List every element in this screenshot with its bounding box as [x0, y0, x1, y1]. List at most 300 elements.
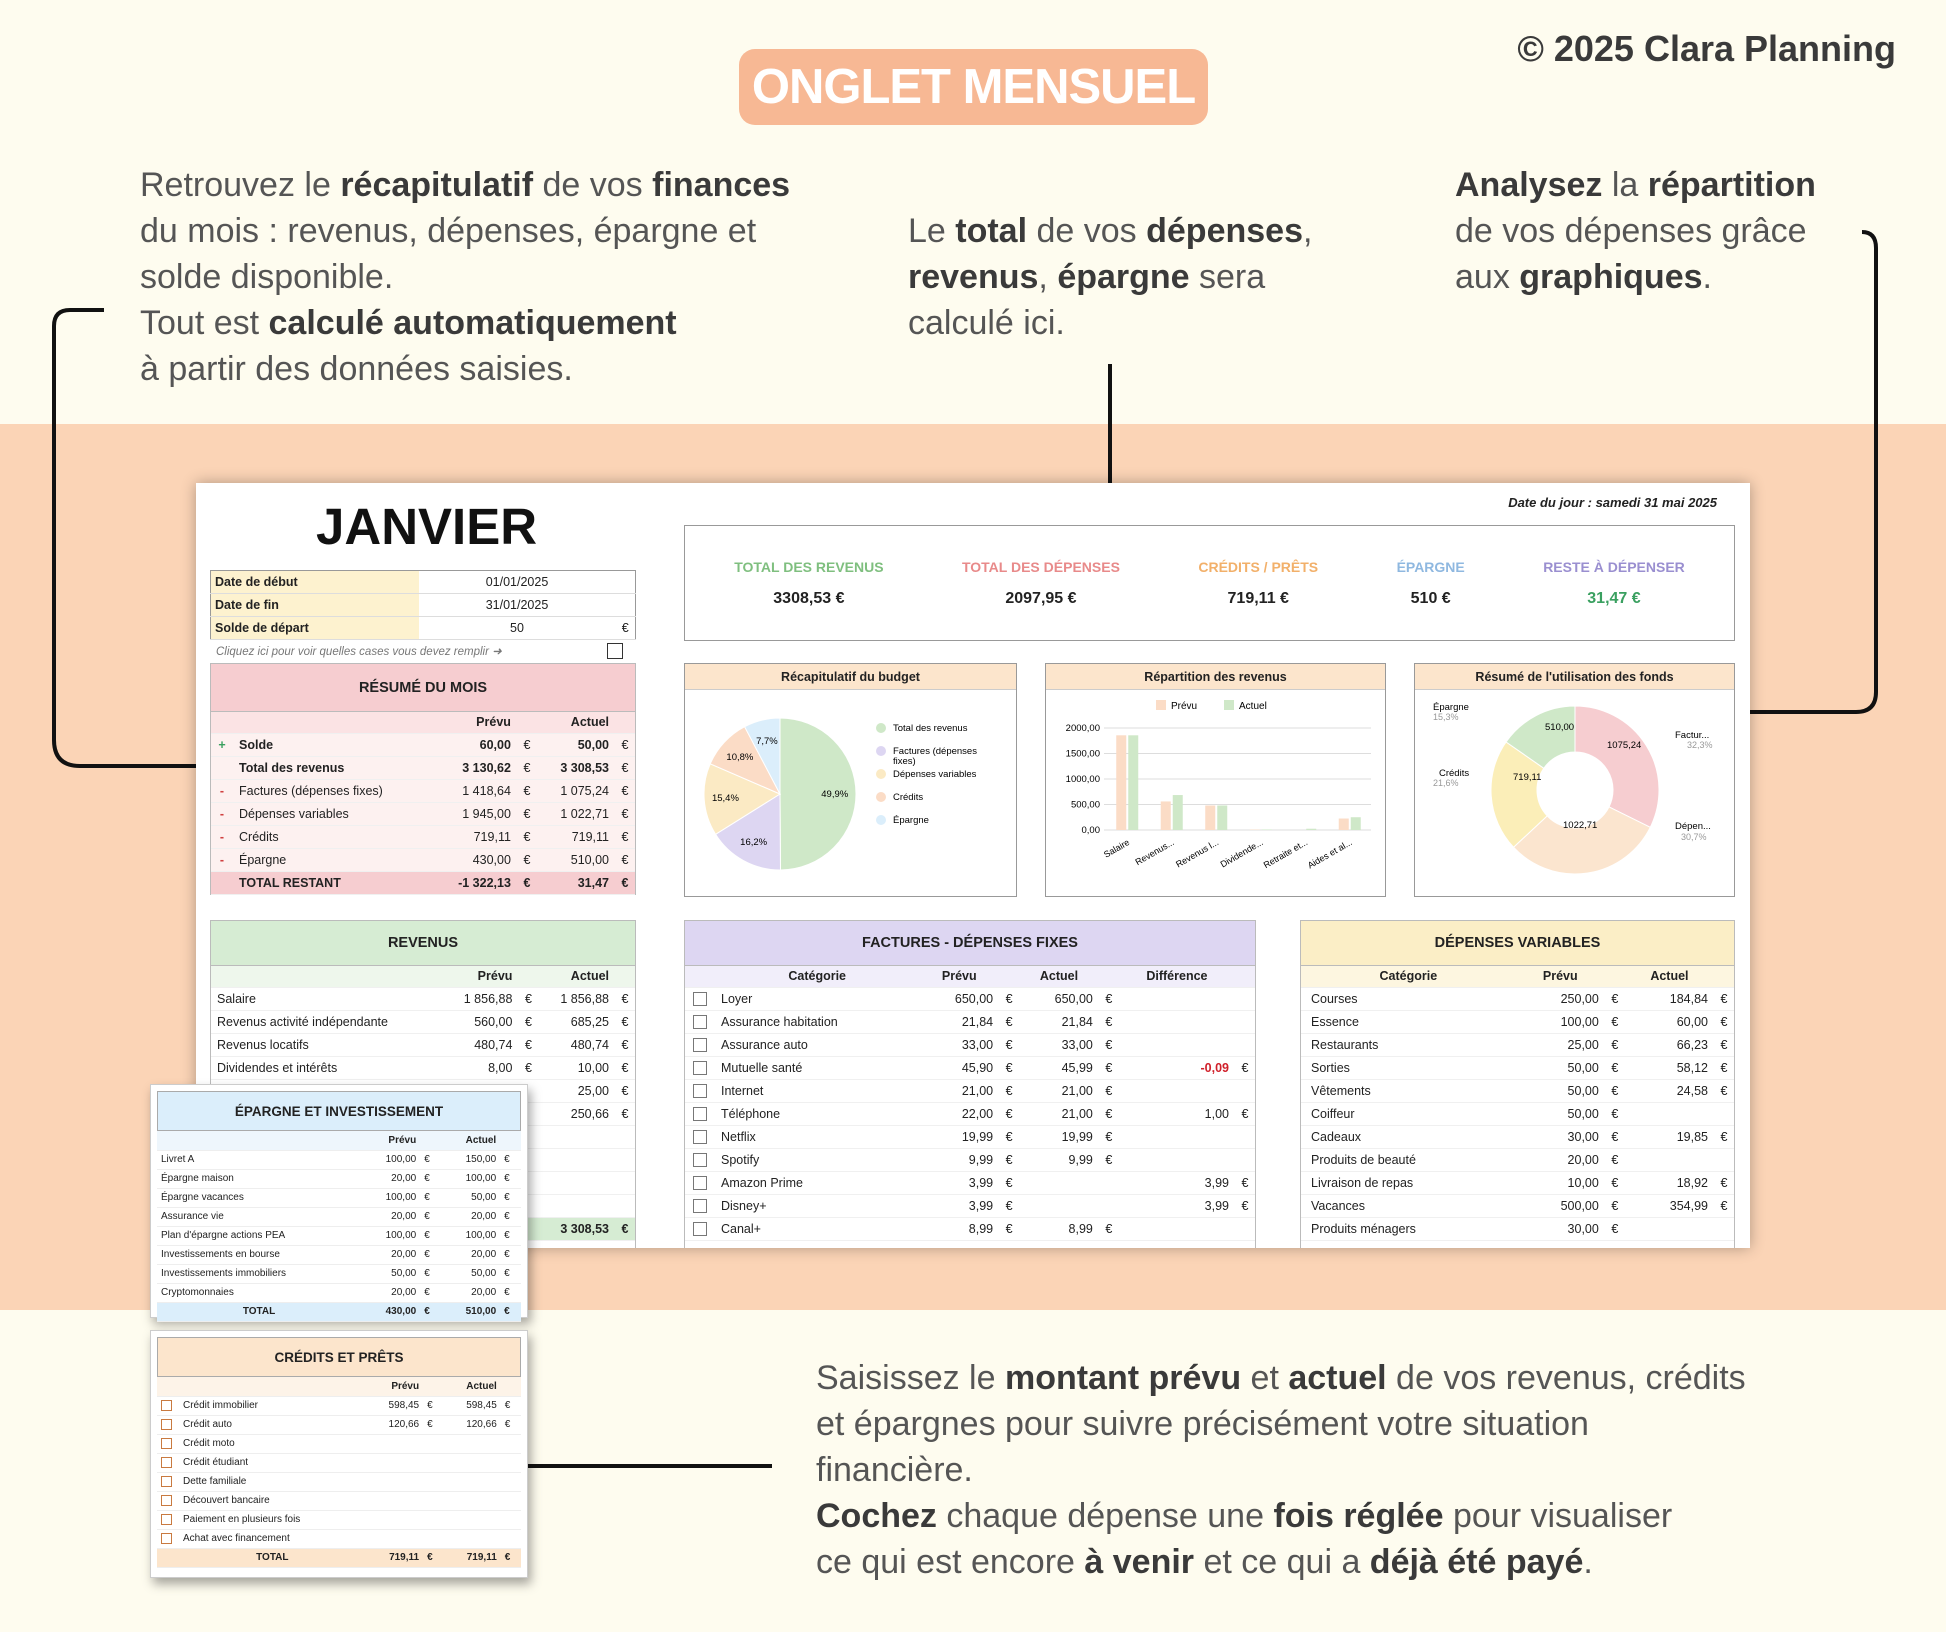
variables-row: [1301, 1033, 1734, 1056]
credits-actuel: [443, 1472, 500, 1491]
y-tick-label: 0,00: [1081, 825, 1100, 836]
paid-checkbox[interactable]: [161, 1400, 172, 1411]
chart-revenus-title: Répartition des revenus: [1046, 664, 1385, 690]
resume-header-sign: [211, 712, 233, 733]
factures-label: Assurance habitation: [715, 1010, 919, 1033]
total-value: 719,11 €: [1227, 589, 1289, 607]
explanation-left-line: [140, 300, 840, 346]
factures-eur: €: [1235, 1056, 1255, 1079]
explanation-bottom: [816, 1355, 1816, 1585]
credits-total-prevu: 719,11: [366, 1548, 423, 1567]
factures-eur: €: [999, 987, 1019, 1010]
resume-eur: €: [615, 848, 635, 871]
epargne-eur: €: [420, 1150, 441, 1169]
legend-label: fixes): [893, 756, 916, 767]
resume-prevu: 430,00: [434, 848, 517, 871]
bar-actuel: [1306, 829, 1316, 830]
factures-eur: [1235, 1033, 1255, 1056]
variables-eur: [1714, 1102, 1734, 1125]
epargne-row: [157, 1207, 521, 1226]
factures-title: FACTURES - DÉPENSES FIXES: [685, 921, 1255, 966]
total-label: CRÉDITS / PRÊTS: [1198, 558, 1319, 575]
variables-actuel: 60,00: [1625, 1010, 1714, 1033]
epargne-prevu: 20,00: [361, 1283, 420, 1302]
paid-checkbox[interactable]: [693, 1084, 707, 1098]
paid-checkbox[interactable]: [693, 1107, 707, 1121]
variables-eur: €: [1714, 1171, 1734, 1194]
resume-label: Factures (dépenses fixes): [233, 779, 434, 802]
factures-table: [685, 966, 1255, 1241]
revenus-eur: €: [615, 987, 635, 1010]
factures-checkbox-cell: [685, 1056, 715, 1079]
variables-eur: €: [1605, 1010, 1625, 1033]
y-tick-label: 1000,00: [1065, 774, 1100, 785]
epargne-header-prevu: Prévu: [361, 1131, 420, 1150]
epargne-prevu: 100,00: [361, 1150, 420, 1169]
chart-budget-title: Récapitulatif du budget: [685, 664, 1016, 690]
factures-prevu: 22,00: [919, 1102, 999, 1125]
factures-eur: €: [999, 1056, 1019, 1079]
y-tick-label: 500,00: [1070, 799, 1100, 811]
explanation-left-bold-text: récapitulatif: [340, 166, 534, 204]
revenus-eur: €: [615, 1102, 635, 1125]
resume-row: [211, 756, 635, 779]
variables-actuel: 18,92: [1625, 1171, 1714, 1194]
explanation-bottom-text: et: [1241, 1359, 1289, 1397]
credits-actuel: [443, 1434, 500, 1453]
credits-eur: [423, 1529, 443, 1548]
variables-eur: €: [1714, 1125, 1734, 1148]
epargne-header-eur: [420, 1131, 441, 1150]
factures-row: [685, 987, 1255, 1010]
x-tick-label: Retraite et...: [1261, 837, 1310, 871]
resume-eur: €: [615, 825, 635, 848]
paid-checkbox[interactable]: [693, 1222, 707, 1236]
factures-eur: €: [1099, 1033, 1119, 1056]
paid-checkbox[interactable]: [161, 1495, 172, 1506]
explanation-left-text: Tout est: [140, 304, 269, 342]
variables-row: [1301, 1079, 1734, 1102]
chart-revenus: [1045, 663, 1386, 897]
factures-checkbox-cell: [685, 1148, 715, 1171]
revenus-empty-cell: [538, 1148, 615, 1171]
revenus-header-row: [211, 966, 635, 987]
factures-header-actuel: Actuel: [1019, 966, 1099, 987]
resume-header-label: [233, 712, 434, 733]
explanation-right-bold-text: Analysez: [1455, 166, 1603, 204]
factures-label: Téléphone: [715, 1102, 919, 1125]
factures-eur: €: [1099, 1217, 1119, 1240]
factures-label: Mutuelle santé: [715, 1056, 919, 1079]
revenus-eur: €: [615, 1056, 635, 1079]
factures-actuel: 8,99: [1019, 1217, 1099, 1240]
variables-prevu: 30,00: [1516, 1217, 1605, 1240]
paid-checkbox[interactable]: [693, 1176, 707, 1190]
credits-label: Crédit auto: [179, 1415, 366, 1434]
explanation-middle-text: calculé ici.: [908, 304, 1065, 342]
paid-checkbox[interactable]: [693, 1153, 707, 1167]
epargne-actuel: 20,00: [441, 1245, 500, 1264]
credits-total-row: [157, 1548, 521, 1567]
credits-header-label: [179, 1377, 366, 1396]
epargne-total-label: TOTAL: [157, 1302, 361, 1321]
explanation-left-line: [140, 162, 840, 208]
explanation-middle-line: [908, 254, 1368, 300]
revenus-eur: €: [518, 1033, 538, 1056]
variables-label: Coiffeur: [1301, 1102, 1516, 1125]
explanation-left-text: à partir des données saisies.: [140, 350, 573, 388]
resume-header-prevu: Prévu: [434, 712, 517, 733]
resume-actuel: 1 022,71: [537, 802, 615, 825]
epargne-row: [157, 1226, 521, 1245]
resume-label: Solde: [233, 733, 434, 756]
revenus-actuel: 25,00: [538, 1079, 615, 1102]
bar-actuel: [1217, 805, 1227, 830]
total-label: TOTAL DES REVENUS: [734, 558, 884, 575]
variables-eur: €: [1605, 1217, 1625, 1240]
credits-label: Crédit étudiant: [179, 1453, 366, 1472]
explanation-right-bold-text: graphiques: [1519, 258, 1703, 296]
factures-eur: €: [1099, 1079, 1119, 1102]
factures-eur: €: [1099, 1148, 1119, 1171]
x-tick-label: Revenus l...: [1174, 837, 1221, 870]
paid-checkbox[interactable]: [161, 1514, 172, 1525]
bar-actuel: [1173, 795, 1183, 830]
legend-label: Prévu: [1171, 701, 1198, 712]
donut-value-label: 1075,24: [1607, 740, 1642, 751]
revenus-row: [211, 1056, 635, 1079]
revenus-empty-cell: [615, 1125, 635, 1148]
variables-actuel: [1625, 1217, 1714, 1240]
total-value: 3308,53 €: [773, 589, 845, 607]
paid-checkbox[interactable]: [161, 1533, 172, 1544]
factures-row: [685, 1171, 1255, 1194]
credits-eur: €: [501, 1415, 521, 1434]
chart-fonds: [1414, 663, 1735, 897]
epargne-header-eur: [500, 1131, 521, 1150]
resume-prevu: 3 130,62: [434, 756, 517, 779]
resume-eur: €: [615, 733, 635, 756]
explanation-bottom-bold-text: fois réglée: [1273, 1497, 1444, 1535]
epargne-eur: €: [500, 1150, 521, 1169]
variables-row: [1301, 1217, 1734, 1240]
credits-row: [157, 1472, 521, 1491]
donut-name-label: Épargne: [1433, 702, 1469, 713]
revenus-empty-cell: [615, 1171, 635, 1194]
resume-sign: -: [211, 848, 233, 871]
variables-row: [1301, 1125, 1734, 1148]
variables-prevu: 500,00: [1516, 1194, 1605, 1217]
pie-slice-label: 10,8%: [726, 751, 754, 763]
factures-row: [685, 1102, 1255, 1125]
paid-checkbox[interactable]: [693, 1038, 707, 1052]
explanation-right-line: [1455, 254, 1875, 300]
x-tick-label: Aides et al...: [1305, 837, 1354, 871]
variables-eur: €: [1605, 1056, 1625, 1079]
factures-eur: €: [1099, 1125, 1119, 1148]
epargne-header-actuel: Actuel: [441, 1131, 500, 1150]
factures-prevu: 3,99: [919, 1171, 999, 1194]
variables-label: Vêtements: [1301, 1079, 1516, 1102]
epargne-label: Investissements en bourse: [157, 1245, 361, 1264]
legend-marker: [876, 746, 886, 756]
today-date: Date du jour : samedi 31 mai 2025: [1508, 495, 1717, 510]
revenus-eur: €: [615, 1010, 635, 1033]
explanation-middle-text: de vos: [1027, 212, 1147, 250]
bar-prevu: [1205, 805, 1215, 830]
revenus-header-eur: [615, 966, 635, 987]
factures-panel: [684, 920, 1256, 1248]
revenus-actuel: 10,00: [538, 1056, 615, 1079]
factures-label: Loyer: [715, 987, 919, 1010]
factures-label: Spotify: [715, 1148, 919, 1171]
resume-sign: -: [211, 825, 233, 848]
revenus-label: Revenus activité indépendante: [211, 1010, 442, 1033]
donut-pct-label: 32,3%: [1687, 740, 1713, 750]
resume-prevu: 719,11: [434, 825, 517, 848]
donut-name-label: Factur...: [1675, 730, 1710, 741]
factures-row: [685, 1033, 1255, 1056]
resume-row: [211, 802, 635, 825]
resume-eur: €: [517, 802, 537, 825]
credits-prevu: [366, 1434, 423, 1453]
factures-header-categorie: Catégorie: [715, 966, 919, 987]
factures-label: Canal+: [715, 1217, 919, 1240]
factures-actuel: 33,00: [1019, 1033, 1099, 1056]
pie-slice-label: 16,2%: [740, 836, 768, 848]
revenus-label: Salaire: [211, 987, 442, 1010]
legend-marker: [876, 769, 886, 779]
credits-eur: [423, 1472, 443, 1491]
variables-label: Produits de beauté: [1301, 1148, 1516, 1171]
variables-eur: €: [1605, 1148, 1625, 1171]
factures-label: Internet: [715, 1079, 919, 1102]
variables-table: [1301, 966, 1734, 1241]
variables-label: Essence: [1301, 1010, 1516, 1033]
variables-label: Livraison de repas: [1301, 1171, 1516, 1194]
paid-checkbox[interactable]: [693, 1061, 707, 1075]
resume-header-row: [211, 712, 635, 733]
paid-checkbox[interactable]: [693, 1199, 707, 1213]
explanation-middle-text: ,: [1302, 212, 1313, 250]
credits-actuel: [443, 1510, 500, 1529]
y-tick-label: 1500,00: [1065, 748, 1100, 760]
fill-hint-text: Cliquez ici pour voir quelles cases vous devez remplir ➜: [216, 646, 502, 658]
factures-eur: [1099, 1171, 1119, 1194]
revenus-eur: €: [518, 1056, 538, 1079]
variables-eur: €: [1605, 987, 1625, 1010]
explanation-left-line: [140, 346, 840, 392]
credits-total-eur: €: [423, 1548, 443, 1567]
variables-actuel: 24,58: [1625, 1079, 1714, 1102]
revenus-header-prevu: Prévu: [442, 966, 519, 987]
info-row: [211, 617, 636, 640]
factures-label: Disney+: [715, 1194, 919, 1217]
resume-header-eur: [615, 712, 635, 733]
variables-eur: [1714, 1217, 1734, 1240]
variables-eur: €: [1714, 1033, 1734, 1056]
revenus-label: Dividendes et intérêts: [211, 1056, 442, 1079]
variables-label: Vacances: [1301, 1194, 1516, 1217]
credits-eur: €: [423, 1415, 443, 1434]
epargne-actuel: 20,00: [441, 1283, 500, 1302]
info-row: [211, 594, 636, 617]
total-label: RESTE À DÉPENSER: [1543, 558, 1685, 575]
factures-header-check: [685, 966, 715, 987]
epargne-label: Épargne vacances: [157, 1188, 361, 1207]
explanation-middle-line: [908, 300, 1368, 346]
explanation-left: [140, 162, 840, 392]
paid-checkbox[interactable]: [161, 1419, 172, 1430]
epargne-actuel: 50,00: [441, 1188, 500, 1207]
credits-label: Dette familiale: [179, 1472, 366, 1491]
credits-header-prevu: Prévu: [366, 1377, 423, 1396]
explanation-bottom-bold-text: montant prévu: [1004, 1359, 1242, 1397]
legend-label: Dépenses variables: [893, 769, 977, 780]
bar-prevu: [1116, 735, 1126, 830]
donut-pct-label: 15,3%: [1433, 712, 1459, 722]
explanation-bottom-bold-text: Cochez: [816, 1497, 937, 1535]
credits-eur: €: [501, 1396, 521, 1415]
epargne-header-label: [157, 1131, 361, 1150]
credits-actuel: [443, 1529, 500, 1548]
paid-checkbox[interactable]: [693, 1015, 707, 1029]
legend-marker: [876, 792, 886, 802]
paid-checkbox[interactable]: [693, 1130, 707, 1144]
factures-prevu: 9,99: [919, 1148, 999, 1171]
resume-total-eur: €: [517, 871, 537, 894]
resume-actuel: 719,11: [537, 825, 615, 848]
explanation-left-text: de vos: [533, 166, 653, 204]
revenus-row: [211, 1010, 635, 1033]
epargne-eur: €: [420, 1188, 441, 1207]
epargne-eur: €: [500, 1264, 521, 1283]
epargne-eur: €: [420, 1264, 441, 1283]
resume-label: Total des revenus: [233, 756, 434, 779]
revenus-total-actuel: 3 308,53: [538, 1217, 615, 1240]
epargne-eur: €: [420, 1245, 441, 1264]
variables-eur: €: [1714, 1010, 1734, 1033]
epargne-total-eur: €: [500, 1302, 521, 1321]
revenus-prevu: 8,00: [442, 1056, 519, 1079]
factures-checkbox-cell: [685, 1079, 715, 1102]
credits-row: [157, 1510, 521, 1529]
factures-actuel: 21,00: [1019, 1079, 1099, 1102]
epargne-total-actuel: 510,00: [441, 1302, 500, 1321]
epargne-row: [157, 1283, 521, 1302]
paid-checkbox[interactable]: [693, 992, 707, 1006]
info-label: Solde de départ: [211, 617, 419, 640]
epargne-prevu: 20,00: [361, 1169, 420, 1188]
explanation-left-line: [140, 254, 840, 300]
credits-eur: [423, 1453, 443, 1472]
resume-sign: [211, 756, 233, 779]
factures-row: [685, 1079, 1255, 1102]
factures-eur: €: [999, 1194, 1019, 1217]
epargne-total-row: [157, 1302, 521, 1321]
credits-row: [157, 1396, 521, 1415]
credits-overlay: [150, 1330, 528, 1578]
period-info-table: [210, 570, 636, 640]
factures-difference: -0,09: [1119, 1056, 1235, 1079]
epargne-label: Investissements immobiliers: [157, 1264, 361, 1283]
legend-marker: [876, 723, 886, 733]
factures-eur: €: [1235, 1194, 1255, 1217]
resume-sign: -: [211, 802, 233, 825]
paid-checkbox[interactable]: [161, 1476, 172, 1487]
resume-header-eur: [517, 712, 537, 733]
bar-prevu: [1161, 801, 1171, 830]
credits-eur: [423, 1434, 443, 1453]
epargne-total-eur: €: [420, 1302, 441, 1321]
legend-marker: [1224, 700, 1234, 710]
factures-actuel: 45,99: [1019, 1056, 1099, 1079]
epargne-prevu: 50,00: [361, 1264, 420, 1283]
epargne-title: ÉPARGNE ET INVESTISSEMENT: [157, 1091, 521, 1131]
epargne-eur: €: [500, 1169, 521, 1188]
info-value: 31/01/2025: [419, 594, 616, 617]
revenus-actuel: 1 856,88: [538, 987, 615, 1010]
x-tick-label: Salaire: [1101, 837, 1132, 860]
epargne-eur: €: [500, 1207, 521, 1226]
variables-eur: €: [1714, 1056, 1734, 1079]
revenus-eur: €: [518, 987, 538, 1010]
epargne-prevu: 100,00: [361, 1226, 420, 1245]
explanation-right-line: [1455, 208, 1875, 254]
resume-eur: €: [517, 848, 537, 871]
explanation-middle-text: sera: [1189, 258, 1266, 296]
explanation-bottom-bold-text: déjà été payé: [1369, 1543, 1584, 1581]
epargne-label: Épargne maison: [157, 1169, 361, 1188]
variables-actuel: 354,99: [1625, 1194, 1714, 1217]
explanation-bottom-text: et épargnes pour suivre précisément votre situation: [816, 1405, 1589, 1443]
paid-checkbox[interactable]: [161, 1457, 172, 1468]
revenus-header-actuel: Actuel: [538, 966, 615, 987]
factures-prevu: 21,84: [919, 1010, 999, 1033]
explanation-bottom-line: [816, 1355, 1816, 1401]
variables-prevu: 50,00: [1516, 1102, 1605, 1125]
factures-checkbox-cell: [685, 1125, 715, 1148]
resume-actuel: 3 308,53: [537, 756, 615, 779]
total-item: [734, 559, 883, 608]
factures-actuel: 650,00: [1019, 987, 1099, 1010]
explanation-bottom-line: [816, 1493, 1816, 1539]
resume-row: [211, 779, 635, 802]
resume-eur: €: [517, 733, 537, 756]
explanation-bottom-text: Saisissez le: [816, 1359, 1005, 1397]
variables-eur: [1714, 1148, 1734, 1171]
variables-eur: €: [1605, 1079, 1625, 1102]
resume-total-sign: [211, 871, 233, 894]
variables-header-prevu: Prévu: [1516, 966, 1605, 987]
factures-actuel: 21,84: [1019, 1010, 1099, 1033]
resume-title: RÉSUMÉ DU MOIS: [211, 664, 635, 712]
paid-checkbox[interactable]: [161, 1438, 172, 1449]
variables-row: [1301, 1010, 1734, 1033]
fill-hint-checkbox[interactable]: [607, 643, 623, 659]
credits-label: Crédit immobilier: [179, 1396, 366, 1415]
revenus-empty-cell: [538, 1194, 615, 1217]
factures-checkbox-cell: [685, 1194, 715, 1217]
factures-eur: [1235, 1079, 1255, 1102]
credits-prevu: [366, 1491, 423, 1510]
pie-slice-label: 7,7%: [756, 735, 778, 747]
explanation-bottom-text: chaque dépense une: [936, 1497, 1274, 1535]
variables-eur: €: [1605, 1102, 1625, 1125]
factures-eur: €: [999, 1148, 1019, 1171]
explanation-left-text: du mois : revenus, dépenses, épargne et: [140, 212, 757, 250]
bar-actuel: [1262, 829, 1272, 830]
